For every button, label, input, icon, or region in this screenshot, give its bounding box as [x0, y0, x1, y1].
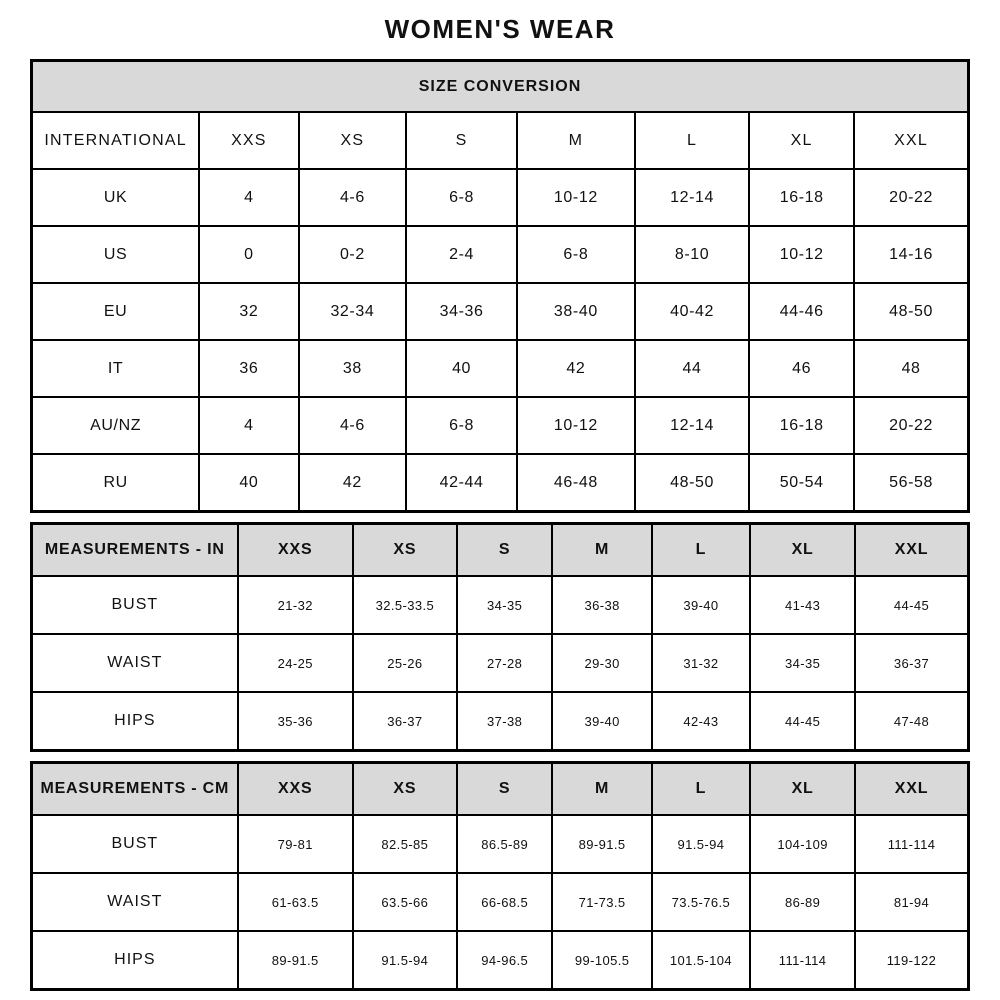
table-cell: 37-38 [457, 692, 553, 751]
table-cell: 27-28 [457, 634, 553, 692]
page-title: WOMEN'S WEAR [384, 14, 616, 44]
col-header: S [457, 763, 553, 816]
table-cell: 34-35 [457, 576, 553, 634]
table-cell: 36-37 [353, 692, 457, 751]
table-cell: 16-18 [749, 397, 854, 454]
row-label: EU [32, 283, 200, 340]
col-header: M [552, 763, 651, 816]
table-title: MEASUREMENTS - IN [32, 524, 238, 577]
table-cell: 36-38 [552, 576, 651, 634]
table-cell: 119-122 [855, 931, 968, 990]
table-cell: 86.5-89 [457, 815, 553, 873]
table-cell: 104-109 [750, 815, 855, 873]
table-row [32, 169, 969, 226]
table-title: SIZE CONVERSION [32, 61, 969, 113]
table-cell: 34-36 [406, 283, 517, 340]
measurements-in-table [30, 522, 970, 752]
row-label: WAIST [32, 873, 238, 931]
col-header: S [457, 524, 553, 577]
table-cell: 40 [406, 340, 517, 397]
col-header: XS [353, 524, 457, 577]
table-cell: 2-4 [406, 226, 517, 283]
table-cell: 42 [517, 340, 635, 397]
table-cell: 91.5-94 [652, 815, 750, 873]
col-header: XS [299, 112, 407, 169]
table-row [32, 931, 969, 990]
table-cell: 61-63.5 [238, 873, 353, 931]
col-header: XXS [238, 763, 353, 816]
row-label: BUST [32, 815, 238, 873]
table-row [32, 634, 969, 692]
table-cell: 46-48 [517, 454, 635, 512]
table-cell: 4-6 [299, 397, 407, 454]
table-cell: 86-89 [750, 873, 855, 931]
table-cell: 32.5-33.5 [353, 576, 457, 634]
table-cell: 42-43 [652, 692, 750, 751]
row-label: IT [32, 340, 200, 397]
table-cell: 20-22 [854, 397, 968, 454]
table-row [32, 873, 969, 931]
table-cell: 0-2 [299, 226, 407, 283]
table-row [32, 692, 969, 751]
table-row [32, 397, 969, 454]
table-cell: 36 [199, 340, 298, 397]
table-cell: 99-105.5 [552, 931, 651, 990]
table-cell: 40 [199, 454, 298, 512]
table-cell: 40-42 [635, 283, 749, 340]
table-cell: 10-12 [517, 169, 635, 226]
col-header: L [652, 763, 750, 816]
table-cell: 4 [199, 169, 298, 226]
table-cell: 24-25 [238, 634, 353, 692]
table-cell: 42-44 [406, 454, 517, 512]
measurements-cm-table [30, 761, 970, 991]
table-cell: 6-8 [406, 169, 517, 226]
table-cell: 94-96.5 [457, 931, 553, 990]
col-header: XXS [238, 524, 353, 577]
table-title: MEASUREMENTS - CM [32, 763, 238, 816]
table-cell: 25-26 [353, 634, 457, 692]
size-conversion-table [30, 59, 970, 513]
table-cell: 63.5-66 [353, 873, 457, 931]
table-cell: 14-16 [854, 226, 968, 283]
table-cell: 50-54 [749, 454, 854, 512]
col-header: XS [353, 763, 457, 816]
table-cell: 6-8 [517, 226, 635, 283]
table-cell: 79-81 [238, 815, 353, 873]
table-cell: 44-45 [855, 576, 968, 634]
col-header: XXL [854, 112, 968, 169]
col-header: XL [749, 112, 854, 169]
col-header: XL [750, 763, 855, 816]
table-cell: 4-6 [299, 169, 407, 226]
table-cell: 44 [635, 340, 749, 397]
table-cell: 46 [749, 340, 854, 397]
table-cell: 82.5-85 [353, 815, 457, 873]
table-cell: 101.5-104 [652, 931, 750, 990]
table-cell: 111-114 [855, 815, 968, 873]
table-row [32, 112, 969, 169]
table-cell: 10-12 [517, 397, 635, 454]
table-cell: 6-8 [406, 397, 517, 454]
row-label: AU/NZ [32, 397, 200, 454]
col-header: XL [750, 524, 855, 577]
table-cell: 16-18 [749, 169, 854, 226]
table-cell: 8-10 [635, 226, 749, 283]
table-cell: 20-22 [854, 169, 968, 226]
col-header: XXL [855, 524, 968, 577]
table-cell: 111-114 [750, 931, 855, 990]
table-cell: 10-12 [749, 226, 854, 283]
table-row [32, 815, 969, 873]
table-cell: 4 [199, 397, 298, 454]
table-cell: 56-58 [854, 454, 968, 512]
row-label: UK [32, 169, 200, 226]
col-header: XXL [855, 763, 968, 816]
table-cell: 39-40 [652, 576, 750, 634]
table-cell: 0 [199, 226, 298, 283]
row-label: HIPS [32, 692, 238, 751]
table-cell: 12-14 [635, 169, 749, 226]
table-row [32, 763, 969, 816]
table-cell: 44-45 [750, 692, 855, 751]
table-cell: 73.5-76.5 [652, 873, 750, 931]
table-cell: 39-40 [552, 692, 651, 751]
table-cell: 81-94 [855, 873, 968, 931]
table-cell: 34-35 [750, 634, 855, 692]
table-row [32, 340, 969, 397]
table-row [32, 226, 969, 283]
table-cell: 35-36 [238, 692, 353, 751]
col-header: M [552, 524, 651, 577]
table-cell: 71-73.5 [552, 873, 651, 931]
table-cell: 12-14 [635, 397, 749, 454]
table-cell: 91.5-94 [353, 931, 457, 990]
col-header: S [406, 112, 517, 169]
table-cell: 31-32 [652, 634, 750, 692]
table-cell: 29-30 [552, 634, 651, 692]
table-row [32, 576, 969, 634]
table-cell: 32-34 [299, 283, 407, 340]
table-cell: 21-32 [238, 576, 353, 634]
row-label: RU [32, 454, 200, 512]
row-label: HIPS [32, 931, 238, 990]
table-cell: 89-91.5 [552, 815, 651, 873]
size-guide-page [30, 0, 970, 991]
row-label: US [32, 226, 200, 283]
table-cell: 44-46 [749, 283, 854, 340]
table-cell: 89-91.5 [238, 931, 353, 990]
table-cell: 36-37 [855, 634, 968, 692]
table-cell: 41-43 [750, 576, 855, 634]
table-cell: 48-50 [854, 283, 968, 340]
col-header: L [652, 524, 750, 577]
table-cell: 32 [199, 283, 298, 340]
col-header: XXS [199, 112, 298, 169]
table-cell: 47-48 [855, 692, 968, 751]
table-row [32, 61, 969, 113]
row-label: WAIST [32, 634, 238, 692]
table-row [32, 524, 969, 577]
table-cell: 38-40 [517, 283, 635, 340]
table-cell: 48 [854, 340, 968, 397]
table-cell: 38 [299, 340, 407, 397]
table-cell: 66-68.5 [457, 873, 553, 931]
col-header: L [635, 112, 749, 169]
row-label: BUST [32, 576, 238, 634]
table-cell: 42 [299, 454, 407, 512]
table-cell: 48-50 [635, 454, 749, 512]
table-row [32, 283, 969, 340]
table-row [32, 454, 969, 512]
col-header: M [517, 112, 635, 169]
col-header: INTERNATIONAL [32, 112, 200, 169]
